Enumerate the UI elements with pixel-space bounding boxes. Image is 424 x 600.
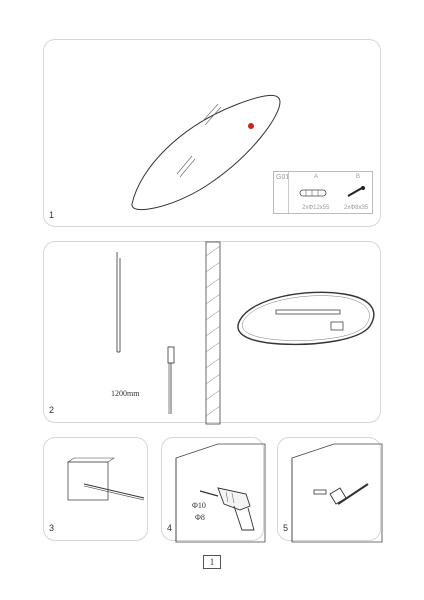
wall-plug-icon <box>300 188 330 198</box>
step-number-2: 2 <box>49 405 55 415</box>
sensor-red-dot-icon <box>248 123 254 129</box>
drill-size-large: Φ10 <box>192 501 206 510</box>
marking-illustration <box>44 438 149 542</box>
step-number-1: 1 <box>49 210 55 220</box>
hammering-illustration <box>278 438 382 542</box>
panel-step-2 <box>43 241 381 423</box>
mounting-height-label: 1200mm <box>111 389 140 398</box>
panel-step-5 <box>277 437 381 541</box>
drill-size-small: Φ8 <box>195 513 205 522</box>
step-number-3: 3 <box>49 523 55 533</box>
screw-icon <box>344 186 368 198</box>
step-number-5: 5 <box>283 523 289 533</box>
parts-table <box>273 171 373 214</box>
step-number-4: 4 <box>167 523 173 533</box>
parts-spec-b: 2xΦ8x35 <box>344 205 369 211</box>
panel-step-3 <box>43 437 148 541</box>
wall-measure-illustration <box>44 242 382 424</box>
panel-step-4 <box>161 437 264 541</box>
page-number: 1 <box>203 555 221 569</box>
parts-col-a: A <box>314 174 319 180</box>
panel-step-1 <box>43 39 381 227</box>
drilling-illustration <box>162 438 265 542</box>
parts-spec-a: 2xΦ12x55 <box>302 205 330 211</box>
parts-col-b: B <box>356 174 361 180</box>
parts-code: G01 <box>276 174 290 181</box>
